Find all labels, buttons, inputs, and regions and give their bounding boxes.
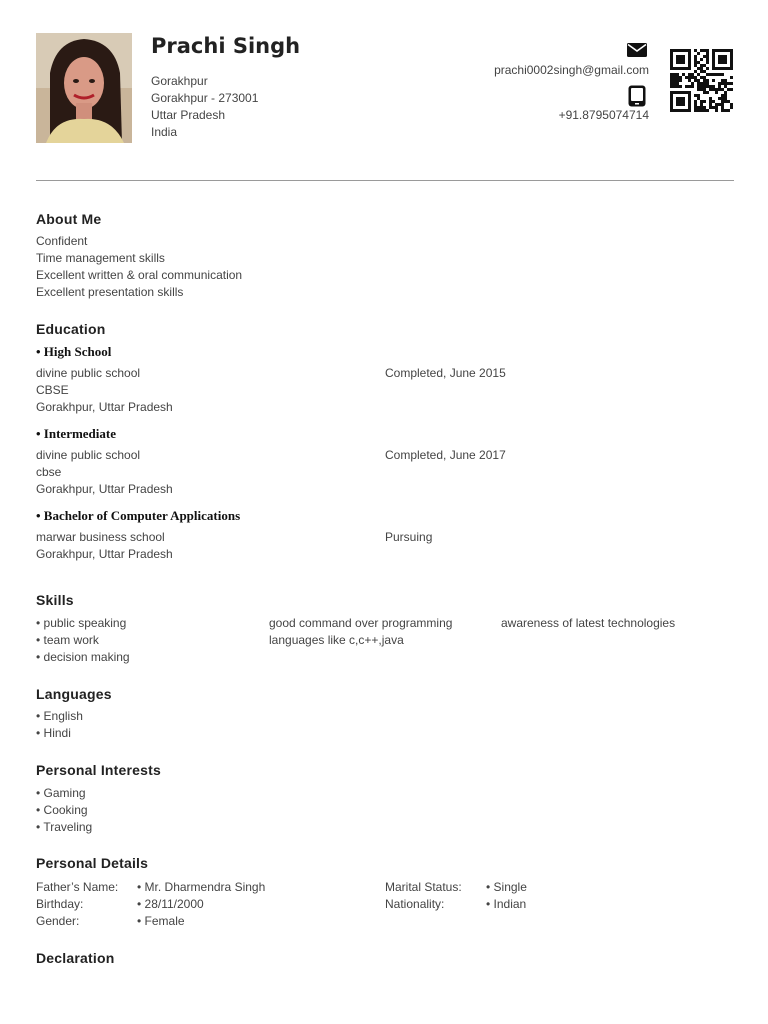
skill-item: good command over programming xyxy=(269,616,453,630)
phone-icon xyxy=(628,85,646,110)
language-item: • Hindi xyxy=(36,726,71,740)
education-line: cbse xyxy=(36,465,62,479)
education-details xyxy=(36,447,173,498)
detail-label: Nationality: xyxy=(385,897,445,911)
email-link[interactable]: prachi0002singh@gmail.com xyxy=(494,63,649,77)
section-title-personal: Personal Details xyxy=(36,855,149,871)
candidate-name: Prachi Singh xyxy=(151,34,301,58)
personal-left-labels xyxy=(36,879,118,930)
profile-photo xyxy=(36,33,132,143)
skill-item: languages like c,c++,java xyxy=(269,633,404,647)
education-heading: • High School xyxy=(36,344,112,359)
detail-value: • Indian xyxy=(486,897,527,911)
detail-label: Marital Status: xyxy=(385,880,462,894)
education-line: Gorakhpur, Uttar Pradesh xyxy=(36,482,173,496)
address-line: India xyxy=(151,125,178,139)
personal-right-values xyxy=(486,879,527,913)
skill-item: • decision making xyxy=(36,650,130,664)
section-title-skills: Skills xyxy=(36,592,74,608)
section-title-declaration: Declaration xyxy=(36,950,115,966)
address-line: Uttar Pradesh xyxy=(151,108,226,122)
about-item: Time management skills xyxy=(36,251,165,265)
address-line: Gorakhpur - 273001 xyxy=(151,91,259,105)
education-heading: • Intermediate xyxy=(36,426,116,441)
about-item: Confident xyxy=(36,234,88,248)
education-line: CBSE xyxy=(36,383,69,397)
education-status: Completed, June 2017 xyxy=(385,448,506,462)
personal-left-values xyxy=(137,879,265,930)
interest-item: • Cooking xyxy=(36,803,88,817)
about-list xyxy=(36,233,242,301)
skills-column-1 xyxy=(36,615,130,666)
detail-value: • 28/11/2000 xyxy=(137,897,204,911)
qr-code-icon xyxy=(670,49,733,112)
detail-value: • Single xyxy=(486,880,527,894)
education-status: Completed, June 2015 xyxy=(385,366,506,380)
personal-right-labels xyxy=(385,879,462,913)
interests-list xyxy=(36,785,92,836)
skills-column-3 xyxy=(501,615,675,632)
address-block xyxy=(151,73,258,141)
education-line: Gorakhpur, Uttar Pradesh xyxy=(36,400,173,414)
education-details xyxy=(36,529,173,563)
section-title-interests: Personal Interests xyxy=(36,762,161,778)
education-line: Gorakhpur, Uttar Pradesh xyxy=(36,547,173,561)
envelope-icon xyxy=(627,43,647,60)
section-title-about: About Me xyxy=(36,211,102,227)
interest-item: • Gaming xyxy=(36,786,86,800)
interest-item: • Traveling xyxy=(36,820,93,834)
skill-item: • team work xyxy=(36,633,99,647)
languages-list xyxy=(36,708,83,742)
skill-item: • public speaking xyxy=(36,616,127,630)
education-line: divine public school xyxy=(36,366,141,380)
education-line: marwar business school xyxy=(36,530,165,544)
education-line: divine public school xyxy=(36,448,141,462)
skill-item: awareness of latest technologies xyxy=(501,616,676,630)
detail-label: Gender: xyxy=(36,914,80,928)
about-item: Excellent presentation skills xyxy=(36,285,184,299)
detail-value: • Female xyxy=(137,914,185,928)
address-line: Gorakhpur xyxy=(151,74,208,88)
about-item: Excellent written & oral communication xyxy=(36,268,243,282)
education-heading: • Bachelor of Computer Applications xyxy=(36,508,241,523)
phone-number[interactable]: +91.8795074714 xyxy=(558,108,649,122)
section-title-education: Education xyxy=(36,321,106,337)
detail-label: Birthday: xyxy=(36,897,84,911)
section-title-languages: Languages xyxy=(36,686,112,702)
header-divider xyxy=(36,180,734,181)
detail-label: Father’s Name: xyxy=(36,880,119,894)
language-item: • English xyxy=(36,709,83,723)
education-status: Pursuing xyxy=(385,530,433,544)
detail-value: • Mr. Dharmendra Singh xyxy=(137,880,266,894)
education-details xyxy=(36,365,173,416)
skills-column-2 xyxy=(269,615,452,649)
